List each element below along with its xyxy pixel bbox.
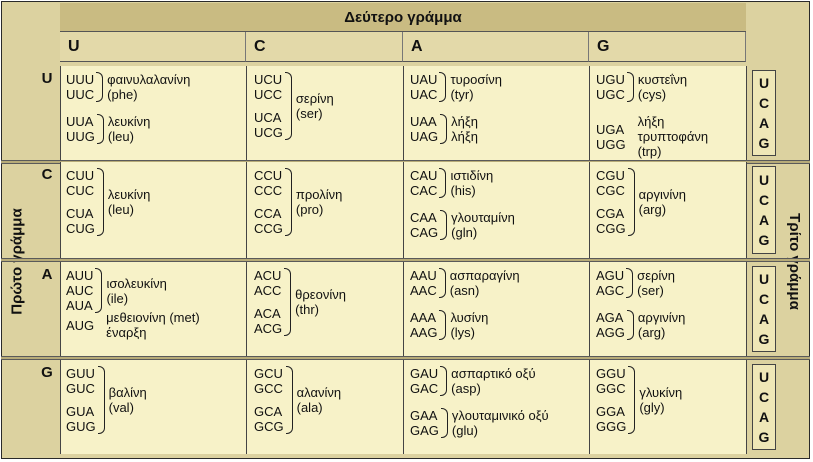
codon: CCA [254,206,282,221]
first-letter-u: U [41,70,53,87]
third-letter-c: C [758,192,770,208]
third-letter-column [752,166,776,254]
column-divider [403,162,404,258]
first-letter-c: C [41,166,53,183]
codon-group [410,310,488,340]
codon-list [254,268,282,336]
codon: ACA [254,306,281,321]
amino-acid-text: γλυκίνη [639,385,683,400]
column-divider [746,262,747,356]
brace-mark [440,114,447,144]
amino-acid-label [108,114,151,144]
amino-acid-text: λευκίνη [107,187,151,202]
codon: AAA [410,310,437,325]
third-letter-u: U [758,75,770,91]
column-header-a: A [403,32,589,62]
amino-acid-label [639,187,686,217]
codon-list [410,268,437,298]
codon-group [254,168,342,236]
codon: GGG [596,419,627,434]
codon: UUA [66,114,94,129]
third-letter-u: U [758,172,770,188]
brace-mark [441,408,448,438]
third-letter-a: A [758,311,770,327]
second-letter-title: Δεύτερο γράμμα [344,8,462,26]
codon: UUU [66,72,95,87]
codon: UAU [410,72,438,87]
brace-mark [440,366,447,396]
brace-mark [439,268,446,298]
codon: CUC [66,183,95,198]
codon-list [254,168,283,236]
third-letter-g: G [758,135,770,151]
amino-acid-text: τρυπτοφάνη [637,129,709,144]
codon: CGA [596,206,625,221]
codon-list [66,168,95,236]
codon-group [66,72,190,102]
codon: AAU [410,268,437,283]
brace-mark [286,366,293,434]
amino-acid-text: λήξη [451,114,478,129]
amino-acid-label [296,91,334,121]
amino-acid-label [639,385,682,415]
brace-mark [97,168,104,236]
codon: CCU [254,168,283,183]
codon-group [410,408,549,438]
column-divider [246,162,247,258]
codon-group [410,366,536,396]
codon: UCA [254,110,282,125]
amino-acid-text: (cys) [637,87,667,102]
codon-list [410,210,438,240]
amino-acid-label [107,72,190,102]
amino-acid-label [296,187,342,217]
amino-acid-text: (leu) [107,129,134,144]
amino-acid-text: γλουταμίνη [451,210,515,225]
codon-group [596,268,675,298]
codon: CCG [254,221,283,236]
column-divider [589,262,590,356]
brace-mark [284,268,291,336]
codon: AAG [410,325,438,340]
amino-acid-text: μεθειονίνη (met) [106,310,200,325]
codon-group [410,268,520,298]
amino-acid-text: γλουταμινικό οξύ [451,408,549,423]
amino-acid-text: (thr) [295,302,320,317]
codon: GCC [254,381,283,396]
codon-group [254,72,334,140]
amino-acid-label [451,210,515,240]
codon: CCC [254,183,283,198]
codon: GGA [596,404,625,419]
brace-mark [440,210,447,240]
amino-acid-text: (asp) [451,381,481,396]
codon: UAA [410,114,437,129]
brace-mark [97,114,104,144]
codon-list [254,72,283,140]
amino-acid-text: (leu) [107,202,134,217]
third-letter-u: U [758,369,770,385]
codon: UCG [254,125,283,140]
amino-acid-label [109,385,147,415]
second-letter-header [60,3,746,32]
codon-list [410,168,437,198]
codon-list [410,114,438,144]
amino-acid-label [106,310,200,340]
amino-acid-text: λευκίνη [107,114,151,129]
amino-acid-text: ασπαραγίνη [449,268,520,283]
codon-list [596,310,625,340]
codon: GAG [410,423,439,438]
codon-group [254,268,346,336]
codon-group [410,210,515,240]
codon: UCU [254,72,283,87]
amino-acid-label [452,408,549,438]
codon: AUA [66,298,93,313]
codon: GUG [66,419,96,434]
amino-acid-text: (arg) [638,202,667,217]
amino-acid-text: (val) [108,400,134,415]
amino-acid-text: ιστιδίνη [450,168,494,183]
codon: GUC [66,381,95,396]
amino-acid-text: θρεονίνη [295,287,346,302]
codon: CUA [66,206,94,221]
codon-group [410,114,478,144]
amino-acid-text: βαλίνη [108,385,147,400]
codon: GUU [66,366,95,381]
codon-list [410,72,437,102]
brace-mark [628,168,635,236]
amino-acid-text: (ala) [296,400,323,415]
amino-acid-label [451,114,478,144]
codon: CAC [410,183,438,198]
codon: UUG [66,129,95,144]
codon: CUU [66,168,95,183]
codon-list [596,168,626,236]
third-letter-a: A [758,409,770,425]
third-letter-c: C [758,291,770,307]
amino-acid-label [450,310,488,340]
codon-list [596,72,625,102]
column-divider [246,262,247,356]
amino-acid-text: (ser) [295,106,323,121]
codon: CAU [410,168,438,183]
codon: AGC [596,283,625,298]
brace-mark [95,268,102,313]
amino-acid-text: σερίνη [295,91,334,106]
codon: UGA [596,121,625,137]
first-letter-g: G [41,364,53,381]
third-letter-g: G [758,429,770,445]
amino-acid-text: (asn) [449,283,480,298]
third-letter-a: A [758,115,770,131]
brace-mark [285,72,292,140]
codon-list [66,268,93,313]
amino-acid-label [638,114,708,159]
brace-mark [439,310,446,340]
column-divider [403,66,404,160]
amino-acid-label [638,310,685,340]
codon-list [254,366,284,434]
amino-acid-text: ισολευκίνη [106,275,167,291]
codon-list [596,268,624,298]
column-divider [589,66,590,160]
amino-acid-text: (gln) [451,225,478,240]
codon-list [66,114,95,144]
third-letter-c: C [758,95,770,111]
codon: CGG [596,221,626,236]
amino-acid-text: τυροσίνη [450,72,502,87]
codon: ACU [254,268,282,283]
amino-acid-text: (glu) [451,423,478,438]
amino-acid-text: αλανίνη [296,385,342,400]
third-letter-u: U [758,271,770,287]
amino-acid-text: φαινυλαλανίνη [107,72,191,87]
amino-acid-text: λήξη [637,114,665,129]
column-divider [589,162,590,258]
amino-acid-text: έναρξη [106,325,147,340]
amino-acid-text: (ile) [106,290,129,306]
codon-group [66,366,147,434]
amino-acid-label [451,366,535,396]
first-letter-a: A [41,266,53,283]
codon: CGU [596,168,625,183]
column-divider [746,162,747,258]
codon: GGC [596,381,626,396]
codon: CAA [410,210,437,225]
codon: AUU [66,268,94,283]
column-divider [589,360,590,454]
codon-list [410,408,439,438]
third-letter-column [752,364,776,450]
third-letter-g: G [758,331,770,347]
third-letter-column [752,70,776,156]
column-divider [403,262,404,356]
codon: GAA [410,408,438,423]
amino-acid-label [637,268,675,298]
third-letter-column [752,266,776,352]
amino-acid-text: (ser) [637,283,664,298]
amino-acid-text: (phe) [107,87,138,102]
codon: UCC [254,87,283,102]
codon-group [596,114,708,159]
row-letter-divider [60,66,61,160]
amino-acid-text: (lys) [450,325,476,340]
column-header-c: C [246,32,403,62]
codon: ACC [254,283,282,298]
codon-group [66,168,150,236]
amino-acid-text: αργινίνη [637,310,686,325]
amino-acid-label [297,385,341,415]
codon-list [66,318,94,333]
amino-acid-label [108,187,151,217]
codon-group [410,72,502,102]
column-divider [403,360,404,454]
brace-mark [627,310,634,340]
amino-acid-text: λυσίνη [450,310,489,325]
codon: GAU [410,366,439,381]
column-divider [246,360,247,454]
codon: GCU [254,366,283,381]
brace-mark [627,72,634,102]
codon: AUG [66,317,95,333]
codon-list [66,72,94,102]
amino-acid-text: (gly) [639,400,665,415]
third-letter-a: A [758,212,770,228]
amino-acid-text: (his) [450,183,476,198]
row-letter-divider [60,162,61,258]
third-letter-c: C [758,389,770,405]
codon-list [410,366,438,396]
amino-acid-label [295,287,346,317]
codon-group [66,310,200,340]
codon: AUC [66,283,94,298]
codon-group [410,168,493,198]
brace-mark [628,366,635,434]
codon: UGC [596,87,625,102]
amino-acid-label [638,72,687,102]
brace-mark [98,366,105,434]
codon-group [596,366,682,434]
codon: AGU [596,268,625,283]
codon-list [410,310,437,340]
amino-acid-text: λήξη [451,129,478,144]
amino-acid-label [106,276,166,306]
codon-list [596,366,626,434]
codon: CUG [66,221,95,236]
codon-group [66,114,150,144]
codon: UGG [596,136,626,152]
column-divider [746,360,747,454]
column-divider [746,66,747,160]
codon-group [254,366,341,434]
amino-acid-text: (arg) [637,325,666,340]
amino-acid-text: (tyr) [450,87,474,102]
row-letter-divider [60,360,61,454]
brace-mark [626,268,633,298]
codon-group [596,168,686,236]
codon: UAG [410,129,439,144]
codon: GGU [596,366,626,381]
amino-acid-text: αργινίνη [638,187,687,202]
amino-acid-label [450,72,502,102]
row-letter-divider [60,262,61,356]
codon: GCG [254,419,284,434]
codon: AGG [596,325,625,340]
column-header-g: G [589,32,746,62]
codon: GUA [66,404,95,419]
column-divider [246,66,247,160]
amino-acid-text: κυστεΐνη [637,72,688,87]
codon-group [66,268,167,313]
codon: CGC [596,183,625,198]
brace-mark [285,168,292,236]
amino-acid-label [450,268,520,298]
amino-acid-text: σερίνη [637,268,676,283]
third-letter-g: G [758,232,770,248]
codon: AAC [410,283,437,298]
codon: GAC [410,381,439,396]
codon: CAG [410,225,439,240]
brace-mark [96,72,103,102]
codon-group [596,72,687,102]
codon-list [66,366,96,434]
codon-group [596,310,685,340]
amino-acid-text: (trp) [637,144,662,159]
amino-acid-text: (pro) [295,202,324,217]
column-header-u: U [60,32,246,62]
codon: AGA [596,310,624,325]
codon: UAC [410,87,438,102]
codon: GCA [254,404,283,419]
codon: UUC [66,87,95,102]
amino-acid-label [450,168,493,198]
codon: UGU [596,72,625,87]
brace-mark [439,168,446,198]
codon: ACG [254,321,283,336]
codon-list [596,122,626,152]
amino-acid-text: ασπαρτικό οξύ [451,366,536,381]
brace-mark [439,72,446,102]
amino-acid-text: προλίνη [295,187,343,202]
